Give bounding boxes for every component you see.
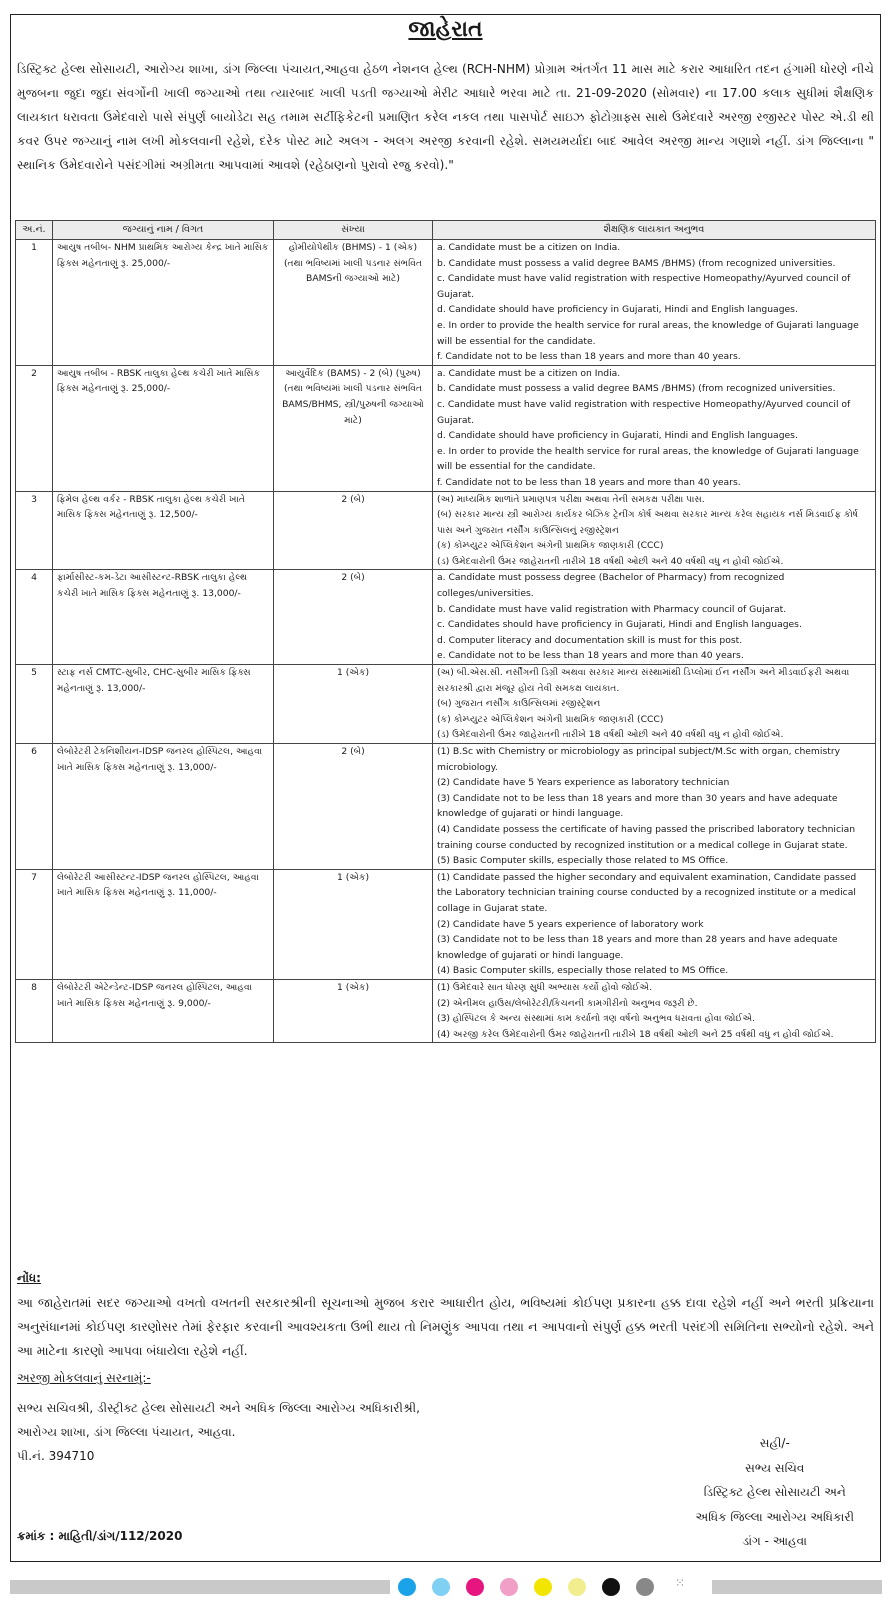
- qualification-item: c. Candidate must have valid registration with respective Homeopathy/Ayurved council of Gujarat.: [437, 273, 851, 300]
- row-serial: 6: [16, 744, 53, 870]
- qualification-item: e. Candidate not to be less than 18 years and more than 40 years.: [437, 650, 744, 662]
- row-count: આયુર્વેદિક (BAMS) - 2 (બે) (પુરુષ) (તથા ભવિષ્યમાં ખાલી પડનાર સંભવિત BAMS/BHMS, સ્ત્રી/પુરુષની જગ્યાઓ માટે): [274, 365, 433, 491]
- row-qualifications: [433, 979, 876, 1042]
- page-title: જાહેરાત: [408, 17, 483, 42]
- qualification-item: (1) B.Sc with Chemistry or microbiology as principal subject/M.Sc with organ, chemistry microbiology.: [437, 746, 841, 773]
- qualification-item: a. Candidate must be a citizen on India.: [437, 242, 621, 253]
- qualification-item: f. Candidate not to be less than 18 years and more than 40 years.: [437, 351, 741, 363]
- row-post-name: લેબોરેટરી ટેકનિશીયન-IDSP જનરલ હોસ્પિટલ, આહવા ખાતે માસિક ફિક્સ મહેનતાણું રૂ. 13,000/-: [53, 744, 274, 870]
- qualification-item: (4) Basic Computer skills, especially those related to MS Office.: [437, 965, 729, 977]
- table-row: [16, 570, 876, 665]
- qualification-item: e. In order to provide the health service for rural areas, the knowledge of Gujarati language will be essential for the candidate.: [437, 445, 859, 473]
- qualification-item: f. Candidate not to be less than 18 years and more than 40 years.: [437, 476, 741, 488]
- row-post-name: લેબોરેટરી આસીસ્ટન્ટ-IDSP જનરલ હોસ્પિટલ, આહવા ખાતે માસિક ફિક્સ મહેનતાણું રૂ. 11,000/-: [53, 869, 274, 979]
- qualification-item: b. Candidate must possess a valid degree BAMS /BHMS) (from recognized universities.: [437, 383, 836, 395]
- row-post-name: આયુષ તબીબ- NHM પ્રાથમિક આરોગ્ય કેન્દ્ર ખાતે માસિક ફિક્સ મહેનતાણું રૂ. 25,000/-: [53, 240, 274, 366]
- note-paragraph: આ જાહેરાતમાં સદર જગ્યાઓ વખતો વખતની સરકારશ્રીની સૂચનાઓ મુજબ કરાર આધારીત હોય, ભવિષ્યમાં કોઈપણ પ્રકારના હક્ક દાવા રહેશે નહીં અને ભરતી પ્રક્રિયાના અનુસંધાનમાં કોઈપણ કારણોસર તેમાં ફેરફાર કરવાની આવશ્યકતા ઉભી થાય તો નિમણુંક આપવા તથા ન આપવાનો સંપુર્ણ હક્ક ભરતી પસંદગી સમિતિના સભ્યોનો રહેશે. અને આ માટેના કારણો આપવા બંધાયેલા રહેશે નહીં.: [17, 1295, 874, 1358]
- qualification-item: e. In order to provide the health service for rural areas, the knowledge of Gujarati language will be essential for the candidate.: [437, 319, 859, 347]
- print-color-dot: [432, 1578, 450, 1596]
- qualification-item: (ડ) ઉમેદવારોની ઉંમર જાહેરાતની તારીખે 18 વર્ષથી ઓછી અને 40 વર્ષથી વધુ ન હોવી જોઈએ.: [437, 555, 784, 567]
- qualification-item: (5) Basic Computer skills, especially those related to MS Office.: [437, 855, 729, 867]
- qualification-item: (3) Candidate not to be less than 18 years and more than 28 years and have adequate knowledge of gujarati or hindi language.: [437, 934, 838, 961]
- qualification-item: (3) હોસ્પિટલ કે અન્ય સંસ્થામાં કામ કર્યાનો ત્રણ વર્ષનો અનુભવ ધરાવતા હોવા જોઈએ.: [437, 1013, 756, 1025]
- row-count: 1 (એક): [274, 869, 433, 979]
- table-row: [16, 665, 876, 744]
- row-serial: 3: [16, 491, 53, 570]
- qualification-item: a. Candidate must be a citizen on India.: [437, 367, 621, 379]
- address-label: અરજી મોકલવાનું સરનામું:-: [17, 1371, 151, 1385]
- row-qualifications: [433, 744, 876, 870]
- qualification-item: (અ) બી.એસ.સી. નર્સીંગની ડિગ્રી અથવા સરકાર માન્ય સંસ્થામાંથી ડિપ્લોમાં ઈન નર્સીંગ અને મીડવાઈફરી અથવા સરકારશ્રી દ્વારા મંજૂર હોય તેવી સમકક્ષ લાયકાત.: [437, 667, 850, 694]
- print-bar-right: [712, 1580, 882, 1594]
- header-serial: અ.નં.: [16, 221, 53, 240]
- table-header-row: [16, 221, 876, 240]
- qualification-item: c. Candidate must have valid registration with respective Homeopathy/Ayurved council of Gujarat.: [437, 398, 851, 426]
- table-row: [16, 979, 876, 1042]
- qualification-item: (2) Candidate have 5 years experience of laboratory work: [437, 918, 704, 930]
- print-color-dot: [500, 1578, 518, 1596]
- qualification-item: (બ) ગુજરાત નર્સીંગ કાઉન્સિલમાં રજીસ્ટ્રેશન: [437, 698, 601, 710]
- qualification-item: b. Candidate must have valid registration with Pharmacy council of Gujarat.: [437, 603, 787, 615]
- row-serial: 7: [16, 869, 53, 979]
- table-row: [16, 240, 876, 366]
- print-color-dot: [602, 1578, 620, 1596]
- row-count: હોમીયોપેથીક (BHMS) - 1 (એક) (તથા ભવિષ્યમાં ખાલી પડનાર સંભવિત BAMSની જગ્યાઓ માટે): [274, 240, 433, 366]
- address-line: સભ્ય સચિવશ્રી, ડીસ્ટ્રીક્ટ હેલ્થ સોસાયટી અને અધિક જિલ્લા આરોગ્ય અધિકારીશ્રી,: [17, 1401, 420, 1415]
- print-color-dot: [568, 1578, 586, 1596]
- signature-block: [696, 1431, 854, 1554]
- row-count: 1 (એક): [274, 979, 433, 1042]
- row-serial: 2: [16, 365, 53, 491]
- row-serial: 8: [16, 979, 53, 1042]
- qualification-item: (2) Candidate have 5 Years experience as laboratory technician: [437, 777, 730, 789]
- header-count: સંખ્યા: [274, 221, 433, 240]
- row-serial: 4: [16, 570, 53, 665]
- qualification-item: (4) અરજી કરેલ ઉમેદવારોની ઉંમર જાહેરાતની તારીખે 18 વર્ષથી ઓછી અને 25 વર્ષથી વધુ ન હોવી જોઈએ.: [437, 1028, 834, 1040]
- row-post-name: ફિમેલ હેલ્થ વર્કર - RBSK તાલુકા હેલ્થ કચેરી ખાતે માસિક ફિક્સ મહેનતાણું રૂ. 12,500/-: [53, 491, 274, 570]
- row-count: 2 (બે): [274, 491, 433, 570]
- qualification-item: d. Candidate should have proficiency in Gujarati, Hindi and English languages.: [437, 430, 798, 442]
- signature-line: ડાંગ - આહવા: [742, 1534, 807, 1548]
- qualification-item: (2) એનીમલ હાઉસ/લેબોરેટરી/કિચનની કામગીરીનો અનુભવ જરૂરી છે.: [437, 997, 698, 1009]
- row-qualifications: [433, 240, 876, 366]
- signature-line: સહી/-: [759, 1436, 790, 1450]
- intro-paragraph: ડિસ્ટ્રિક્ટ હેલ્થ સોસાયટી, આરોગ્ય શાખા, ડાંગ જિલ્લા પંચાયત,આહવા હેઠળ નેશનલ હેલ્થ (RCH-NHM) પ્રોગ્રામ અંતર્ગત 11 માસ માટે કરાર આધારિત તદન હંગામી ધોરણે નીચે મુજબના જુદા જુદા સંવર્ગોની ખાલી જગ્યાઓ તથા ત્યારબાદ ખાલી પડતી જગ્યાઓ મેરીટ આધારે ભરવા માટે તા. 21-09-2020 (સોમવાર) ના 17.00 કલાક સુધીમાં શૈક્ષણિક લાયકાત ધરાવતા ઉમેદવારો પાસે સંપુર્ણ બાયોડેટા સહ તમામ સર્ટીફિકેટની પ્રમાણિત કરેલ નકલ તથા પાસપોર્ટ સાઇઝ ફોટોગ્રાફ્સ સાથે ઉમેદવારે અરજી રજીસ્ટર પોસ્ટ એ.ડી થી કવર ઉપર જગ્યાનું નામ લખી મોકલવાની રહેશે, દરેક પોસ્ટ માટે અલગ - અલગ અરજી કરવાની રહેશે. સમયમર્યાદા બાદ આવેલ અરજી માન્ય ગણાશે નહીં. ડાંગ જિલ્લાના " સ્થાનિક ઉમેદવારોને પસંદગીમાં અગ્રીમતા આપવામાં આવશે (રહેઠાણનો પુરાવો રજુ કરવો).": [17, 62, 874, 172]
- row-qualifications: [433, 570, 876, 665]
- registration-mark-icon: ⁙: [675, 1576, 686, 1590]
- qualification-item: c. Candidates should have proficiency in Gujarati, Hindi and English languages.: [437, 619, 802, 631]
- header-qualification: શૈક્ષણિક લાયકાત અનુભવ: [433, 221, 876, 240]
- row-post-name: આયુષ તબીબ - RBSK તાલુકા હેલ્થ કચેરી ખાતે માસિક ફિક્સ મહેનતાણું રૂ. 25,000/-: [53, 365, 274, 491]
- signature-line: ડિસ્ટ્રિક્ટ હેલ્થ સોસાયટી અને: [703, 1485, 846, 1499]
- row-post-name: લેબોરેટરી એટેન્ડેન્ટ-IDSP જનરલ હોસ્પિટલ, આહવા ખાતે માસિક ફિક્સ મહેનતાણું રૂ. 9,000/-: [53, 979, 274, 1042]
- qualification-item: (1) ઉમેદવારે સાત ધોરણ સુધી અભ્યાસ કર્યો હોવો જોઈએ.: [437, 981, 653, 993]
- qualification-item: (અ) માધ્યમિક શાળાંતે પ્રમાણપત્ર પરીક્ષા અથવા તેની સમકક્ષ પરીક્ષા પાસ.: [437, 493, 705, 505]
- qualification-item: (ક) કોમ્પ્યુટર એપ્લિકેશન અંગેની પ્રાથમિક જાણકારી (CCC): [437, 713, 664, 725]
- print-color-dot: [636, 1578, 654, 1596]
- qualification-item: (4) Candidate possess the certificate of having passed the priscribed laboratory technician training course conducted by recognized institution or a medical college in Gujarat state.: [437, 823, 856, 851]
- row-post-name: ફાર્માસીસ્ટ-કમ-ડેટા આસીસ્ટન્ટ-RBSK તાલુકા હેલ્થ કચેરી ખાતે માસિક ફિક્સ મહેનતાણું રૂ. 13,000/-: [53, 570, 274, 665]
- table-row: [16, 869, 876, 979]
- row-post-name: સ્ટાફ નર્સ CMTC-સુબીર, CHC-સુબીર માસિક ફિક્સ મહેનતાણું રૂ. 13,000/-: [53, 665, 274, 744]
- address-line: પી.નં. 394710: [17, 1449, 95, 1463]
- row-qualifications: [433, 365, 876, 491]
- qualification-item: (1) Candidate passed the higher secondary and equivalent examination, Candidate passed the Laboratory technician training course conducted by a recognized institute or a medical collage in Gujarat state.: [437, 871, 857, 914]
- row-count: 1 (એક): [274, 665, 433, 744]
- posts-table: [15, 220, 876, 1043]
- row-count: 2 (બે): [274, 570, 433, 665]
- qualification-item: d. Candidate should have proficiency in Gujarati, Hindi and English languages.: [437, 304, 798, 316]
- row-serial: 5: [16, 665, 53, 744]
- table-row: [16, 491, 876, 570]
- qualification-item: d. Computer literacy and documentation skill is must for this post.: [437, 634, 743, 646]
- row-qualifications: [433, 665, 876, 744]
- signature-line: સભ્ય સચિવ: [745, 1460, 805, 1475]
- qualification-item: (3) Candidate not to be less than 18 years and more than 30 years and have adequate knowledge of gujarati or hindi language.: [437, 792, 838, 820]
- address-line: આરોગ્ય શાખા, ડાંગ જિલ્લા પંચાયત, આહવા.: [17, 1425, 236, 1439]
- signature-line: અધિક જિલ્લા આરોગ્ય અધિકારી: [695, 1509, 854, 1524]
- print-color-dot: [534, 1578, 552, 1596]
- qualification-item: b. Candidate must possess a valid degree BAMS /BHMS) (from recognized universities.: [437, 257, 836, 269]
- row-serial: 1: [16, 240, 53, 366]
- row-count: 2 (બે): [274, 744, 433, 870]
- advertisement-frame: [10, 14, 881, 1562]
- table-row: [16, 365, 876, 491]
- print-color-dot: [466, 1578, 484, 1596]
- print-color-dot: [398, 1578, 416, 1596]
- qualification-item: (બ) સરકાર માન્ય સ્ત્રી આરોગ્ય કાર્યકર બેઝિક ટ્રેનીંગ કોર્ષ અથવા સરકાર માન્ય કરેલ સહાયક નર્સ મિડવાઈફ કોર્ષ પાસ અને ગુજરાત નર્સીંગ કાઉન્સિલનું રજીસ્ટ્રેશન: [437, 509, 858, 536]
- qualification-item: (ક) કોમ્પ્યુટર એપ્લિકેશન અંગેની પ્રાથમિક જાણકારી (CCC): [437, 540, 664, 552]
- qualification-item: (ડ) ઉમેદવારોની ઉંમર જાહેરાતની તારીખે 18 વર્ષથી ઓછી અને 40 વર્ષથી વધુ ન હોવી જોઈએ.: [437, 729, 784, 741]
- address-block: [17, 1396, 420, 1468]
- table-row: [16, 744, 876, 870]
- row-qualifications: [433, 869, 876, 979]
- print-bar-left: [10, 1580, 390, 1594]
- print-color-strip: [0, 1576, 893, 1598]
- qualification-item: a. Candidate must possess degree (Bachelor of Pharmacy) from recognized colleges/universities.: [437, 572, 785, 600]
- row-qualifications: [433, 491, 876, 570]
- reference-number: ક્રમાંક : માહિતી/ડાંગ/112/2020: [17, 1529, 183, 1543]
- note-label: નોંધ:: [17, 1271, 41, 1285]
- header-post-name: જગ્યાનું નામ / વિગત: [53, 221, 274, 240]
